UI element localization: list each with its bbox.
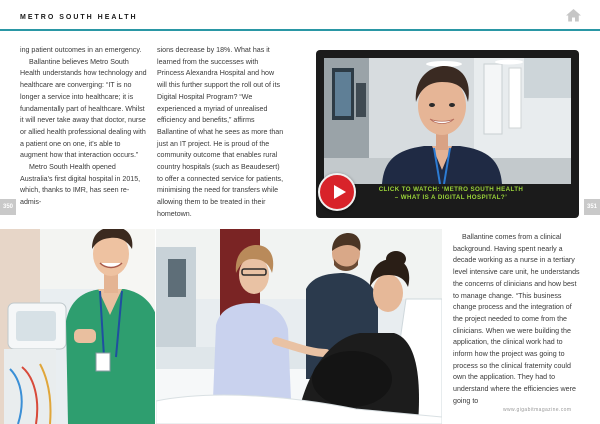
page-number-left: 350 <box>0 199 16 215</box>
video-caption-line-2: – WHAT IS A DIGITAL HOSPITAL?’ <box>394 194 508 201</box>
paragraph: Ballantine believes Metro South Health understands how technology and healthcare are converging: “IT is no longer a service into healthcare; it is fundamentally part of healthcare. Whilst it will never take away that doctor, nurse or allied health professional dealing with a patient one on one, it’s able to augment how that interaction occurs.” <box>20 57 147 160</box>
header-divider <box>0 29 600 31</box>
article-column-3 <box>453 232 581 408</box>
article-column-2 <box>157 45 285 221</box>
home-icon[interactable] <box>565 8 582 22</box>
page-number-right: 351 <box>584 199 600 215</box>
video-caption[interactable] <box>366 186 536 202</box>
paragraph: Metro South Health opened Australia’s first digital hospital in 2015, which, thanks to IMR, has seen re-admis- <box>20 163 141 207</box>
play-icon <box>334 185 346 199</box>
photo-patient-bedside <box>156 229 442 424</box>
video-thumbnail[interactable] <box>324 58 571 184</box>
play-button[interactable] <box>318 173 356 211</box>
photo-nurse-with-equipment <box>0 229 155 424</box>
magazine-section-title: METRO SOUTH HEALTH <box>20 14 138 21</box>
paragraph: sions decrease by 18%. What has it learned from the successes with Princess Alexandra Hospital and how will this further support the roll out of its Digital Hospital Program? “We experienced a myriad of unrealised efficiency and benefits,” affirms Ballantine of what he sees as more than just an IT project. He is proud of the community outcome that enables rural country hospitals (such as Beaudesert) to offer a connected service for patients, minimising the need for transfers while allowing them to be treated in their hometown. <box>157 46 284 218</box>
article-column-1 <box>20 45 148 209</box>
paragraph: ing patient outcomes in an emergency. <box>20 46 142 54</box>
footer-url[interactable]: www.gigabitmagazine.com <box>503 407 572 413</box>
video-caption-line-1: CLICK TO WATCH: ‘METRO SOUTH HEALTH <box>378 186 524 193</box>
paragraph: Ballantine comes from a clinical background. Having spent nearly a decade working as a nurse in a tertiary level intensive care unit, he understands the concerns of clinicians and how best to manage change. “This business change process and the integration of the project needed to come from the clinicians. When we were building the application, the clinical work had to inform how the project was going to process so the clinical fraternity could own the application. They had to understand where the efficiencies were going to <box>453 233 580 405</box>
